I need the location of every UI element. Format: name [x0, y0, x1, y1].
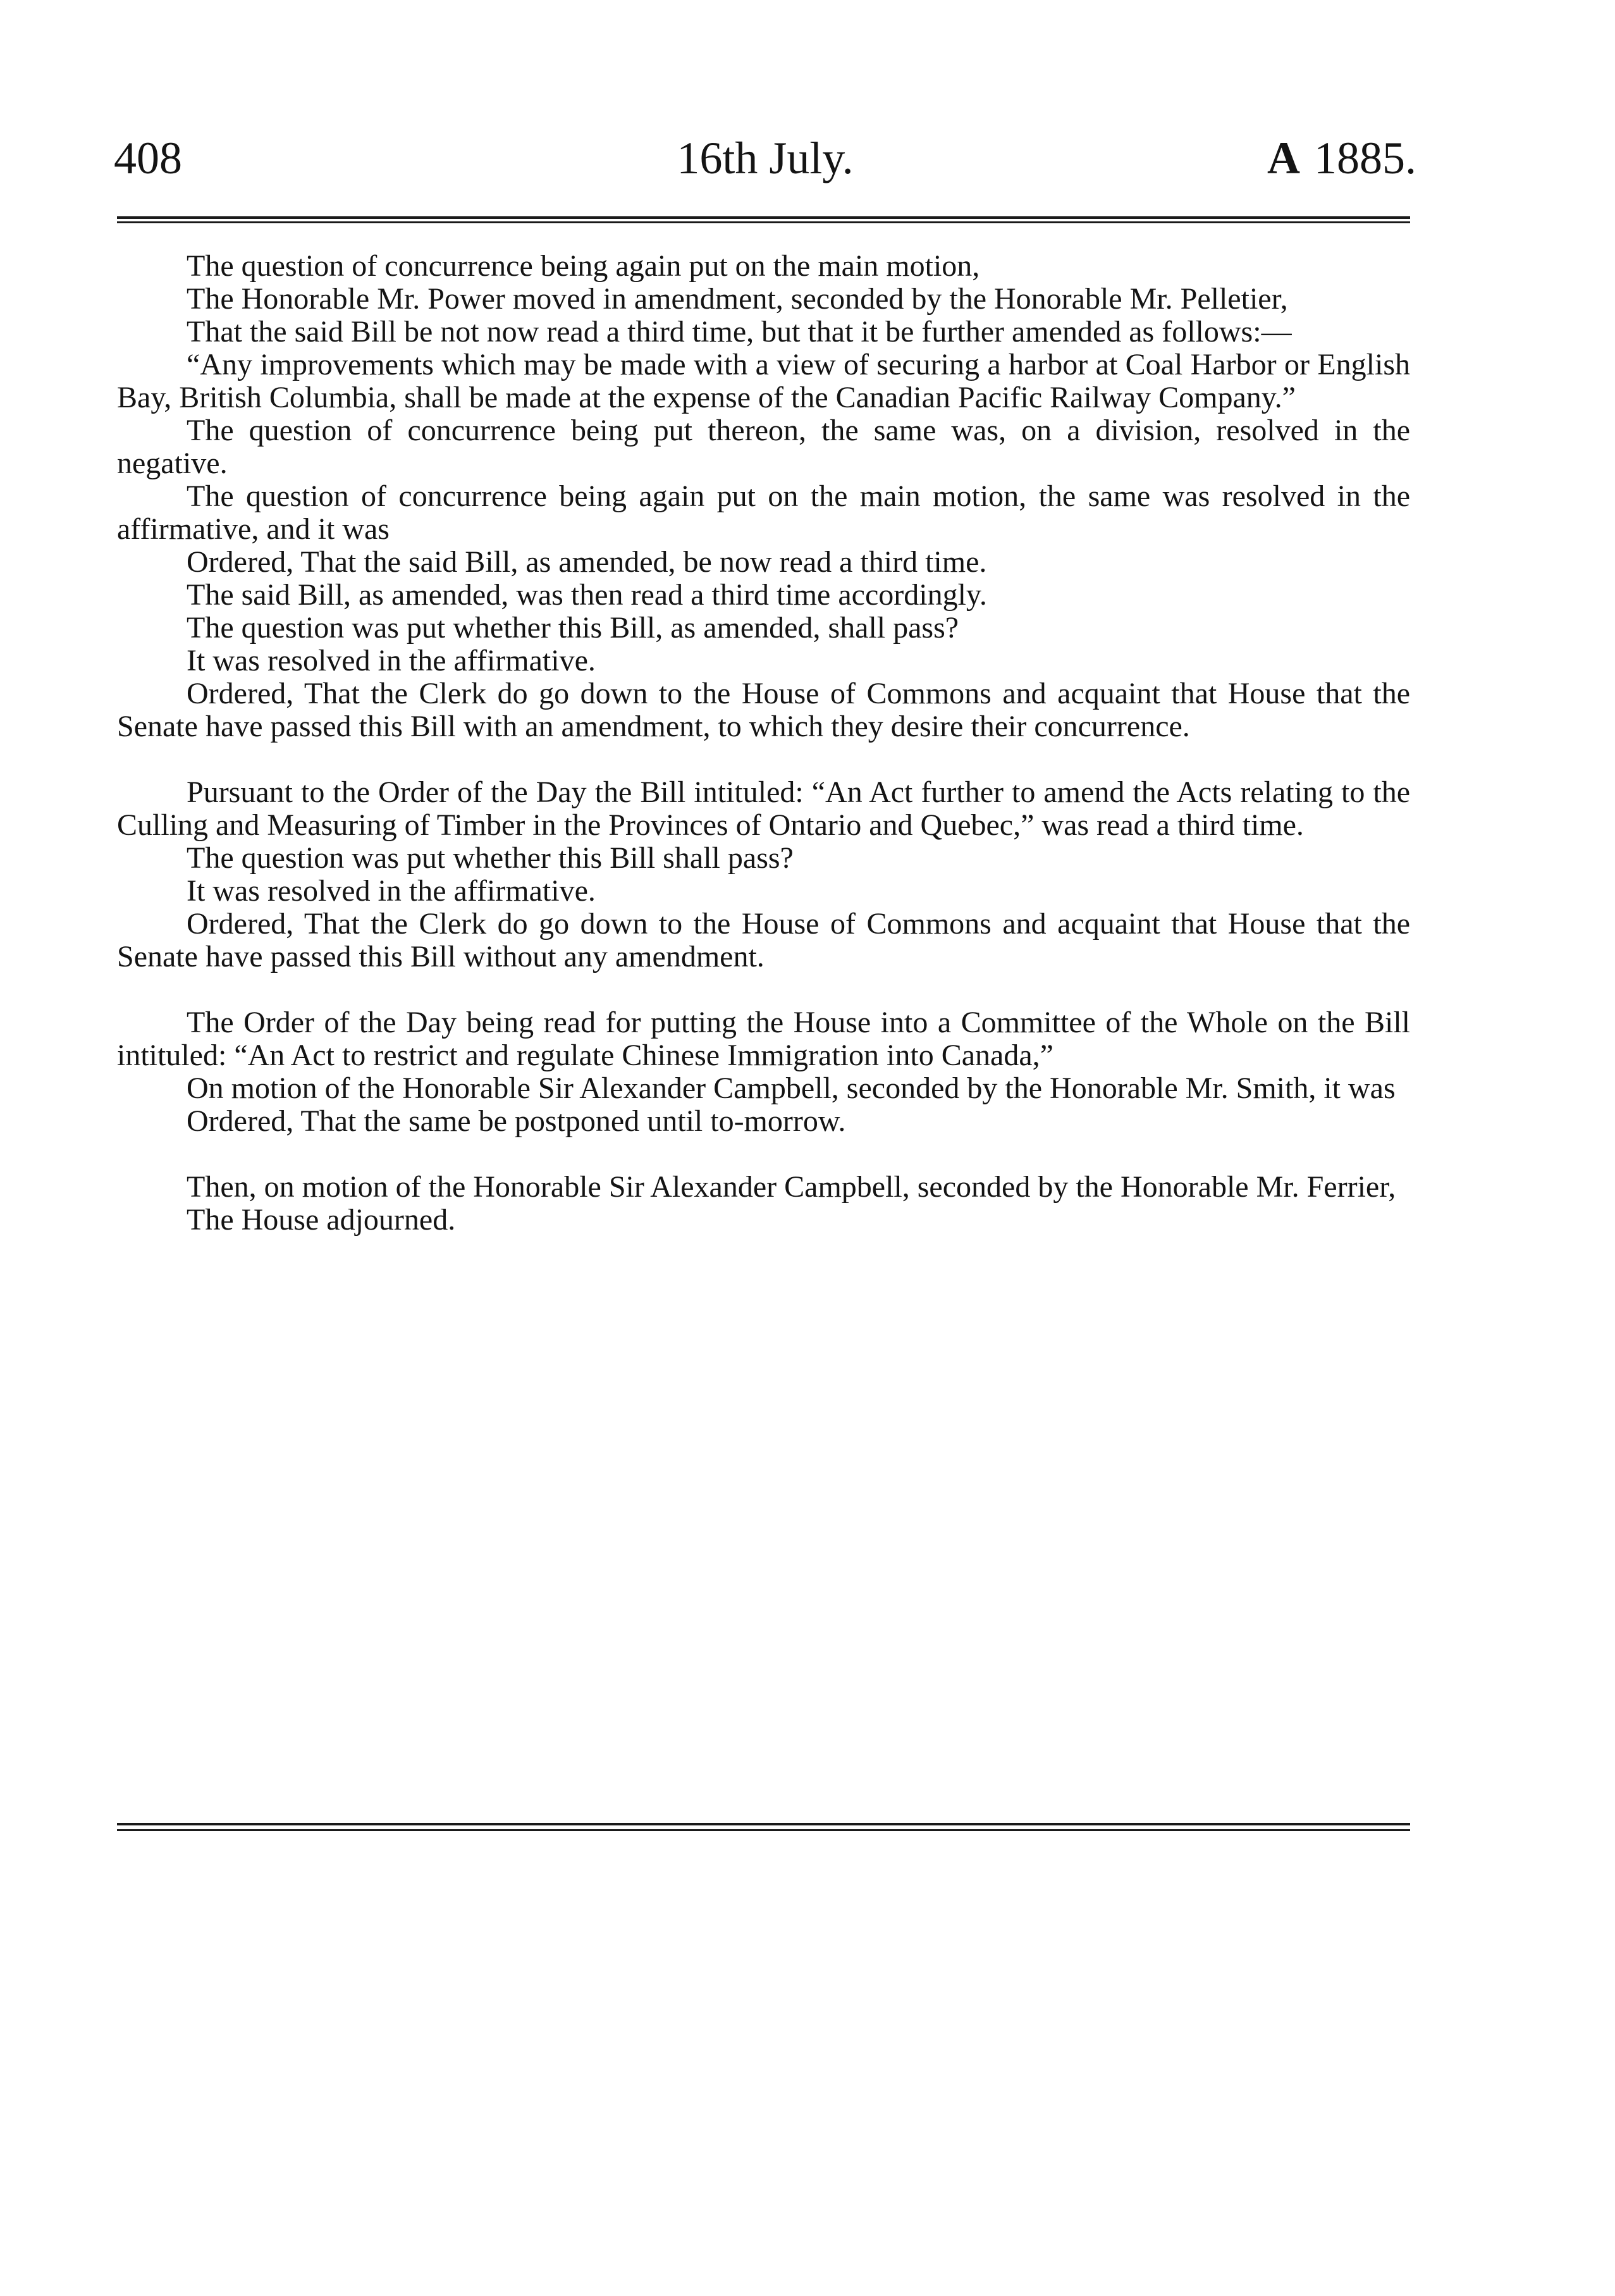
- paragraph: Then, on motion of the Honorable Sir Alexander Campbell, seconded by the Honorable Mr. Ferrier,: [187, 1170, 1396, 1204]
- paragraph: “Any improvements which may be made with a view of securing a harbor at Coal Harbor or English Bay, British Columbia, shall be made at the expense of the Canadian Pacific Railway Company.”: [117, 348, 1410, 414]
- paragraph: The Order of the Day being read for putting the House into a Committee of the Whole on the Bill intituled: “An Act to restrict and regulate Chinese Immigration into Canada,”: [117, 1006, 1410, 1072]
- paragraph: The question of concurrence being again put on the main motion,: [187, 249, 980, 283]
- section-gap: [117, 743, 1410, 776]
- header-date: 16th July.: [677, 133, 854, 183]
- header-year: 1885.: [1314, 133, 1416, 183]
- footer-rule: [117, 1823, 1410, 1825]
- paragraph: The said Bill, as amended, was then read a third time accordingly.: [187, 578, 987, 612]
- paragraph: Ordered, That the Clerk do go down to the House of Commons and acquaint that House that the Senate have passed this Bill with an amendment, to which they desire their concurrence.: [117, 677, 1410, 743]
- header-series-letter: A: [1267, 133, 1300, 183]
- paragraph: The Honorable Mr. Power moved in amendment, seconded by the Honorable Mr. Pelletier,: [187, 282, 1288, 316]
- paragraph: The House adjourned.: [187, 1203, 456, 1237]
- paragraph: Ordered, That the said Bill, as amended, be now read a third time.: [187, 545, 987, 579]
- paragraph: The question was put whether this Bill, as amended, shall pass?: [187, 611, 959, 645]
- page-body: [117, 250, 1410, 1237]
- paragraph: The question was put whether this Bill shall pass?: [187, 841, 794, 875]
- paragraph: On motion of the Honorable Sir Alexander Campbell, seconded by the Honorable Mr. Smith, it was: [187, 1071, 1396, 1105]
- header-rule: [117, 216, 1410, 219]
- section-gap: [117, 973, 1410, 1006]
- paragraph: The question of concurrence being again put on the main motion, the same was resolved in the affirmative, and it was: [117, 479, 1410, 546]
- paragraph: Pursuant to the Order of the Day the Bill intituled: “An Act further to amend the Acts relating to the Culling and Measuring of Timber in the Provinces of Ontario and Quebec,” was read a third time.: [117, 775, 1410, 842]
- paragraph: Ordered, That the same be postponed until to-morrow.: [187, 1104, 846, 1138]
- section-gap: [117, 1138, 1410, 1171]
- paragraph: Ordered, That the Clerk do go down to the House of Commons and acquaint that House that the Senate have passed this Bill without any amendment.: [117, 907, 1410, 973]
- paragraph: It was resolved in the affirmative.: [187, 874, 596, 908]
- page-number: 408: [114, 133, 182, 183]
- header-year-group: [1267, 127, 1416, 190]
- paragraph: The question of concurrence being put thereon, the same was, on a division, resolved in the negative.: [117, 414, 1410, 480]
- paragraph: It was resolved in the affirmative.: [187, 644, 596, 677]
- footer-rule-thin: [117, 1829, 1410, 1831]
- header-rule-thin: [117, 221, 1410, 223]
- paragraph: That the said Bill be not now read a third time, but that it be further amended as follows:—: [187, 315, 1292, 349]
- page-header: [114, 127, 1416, 190]
